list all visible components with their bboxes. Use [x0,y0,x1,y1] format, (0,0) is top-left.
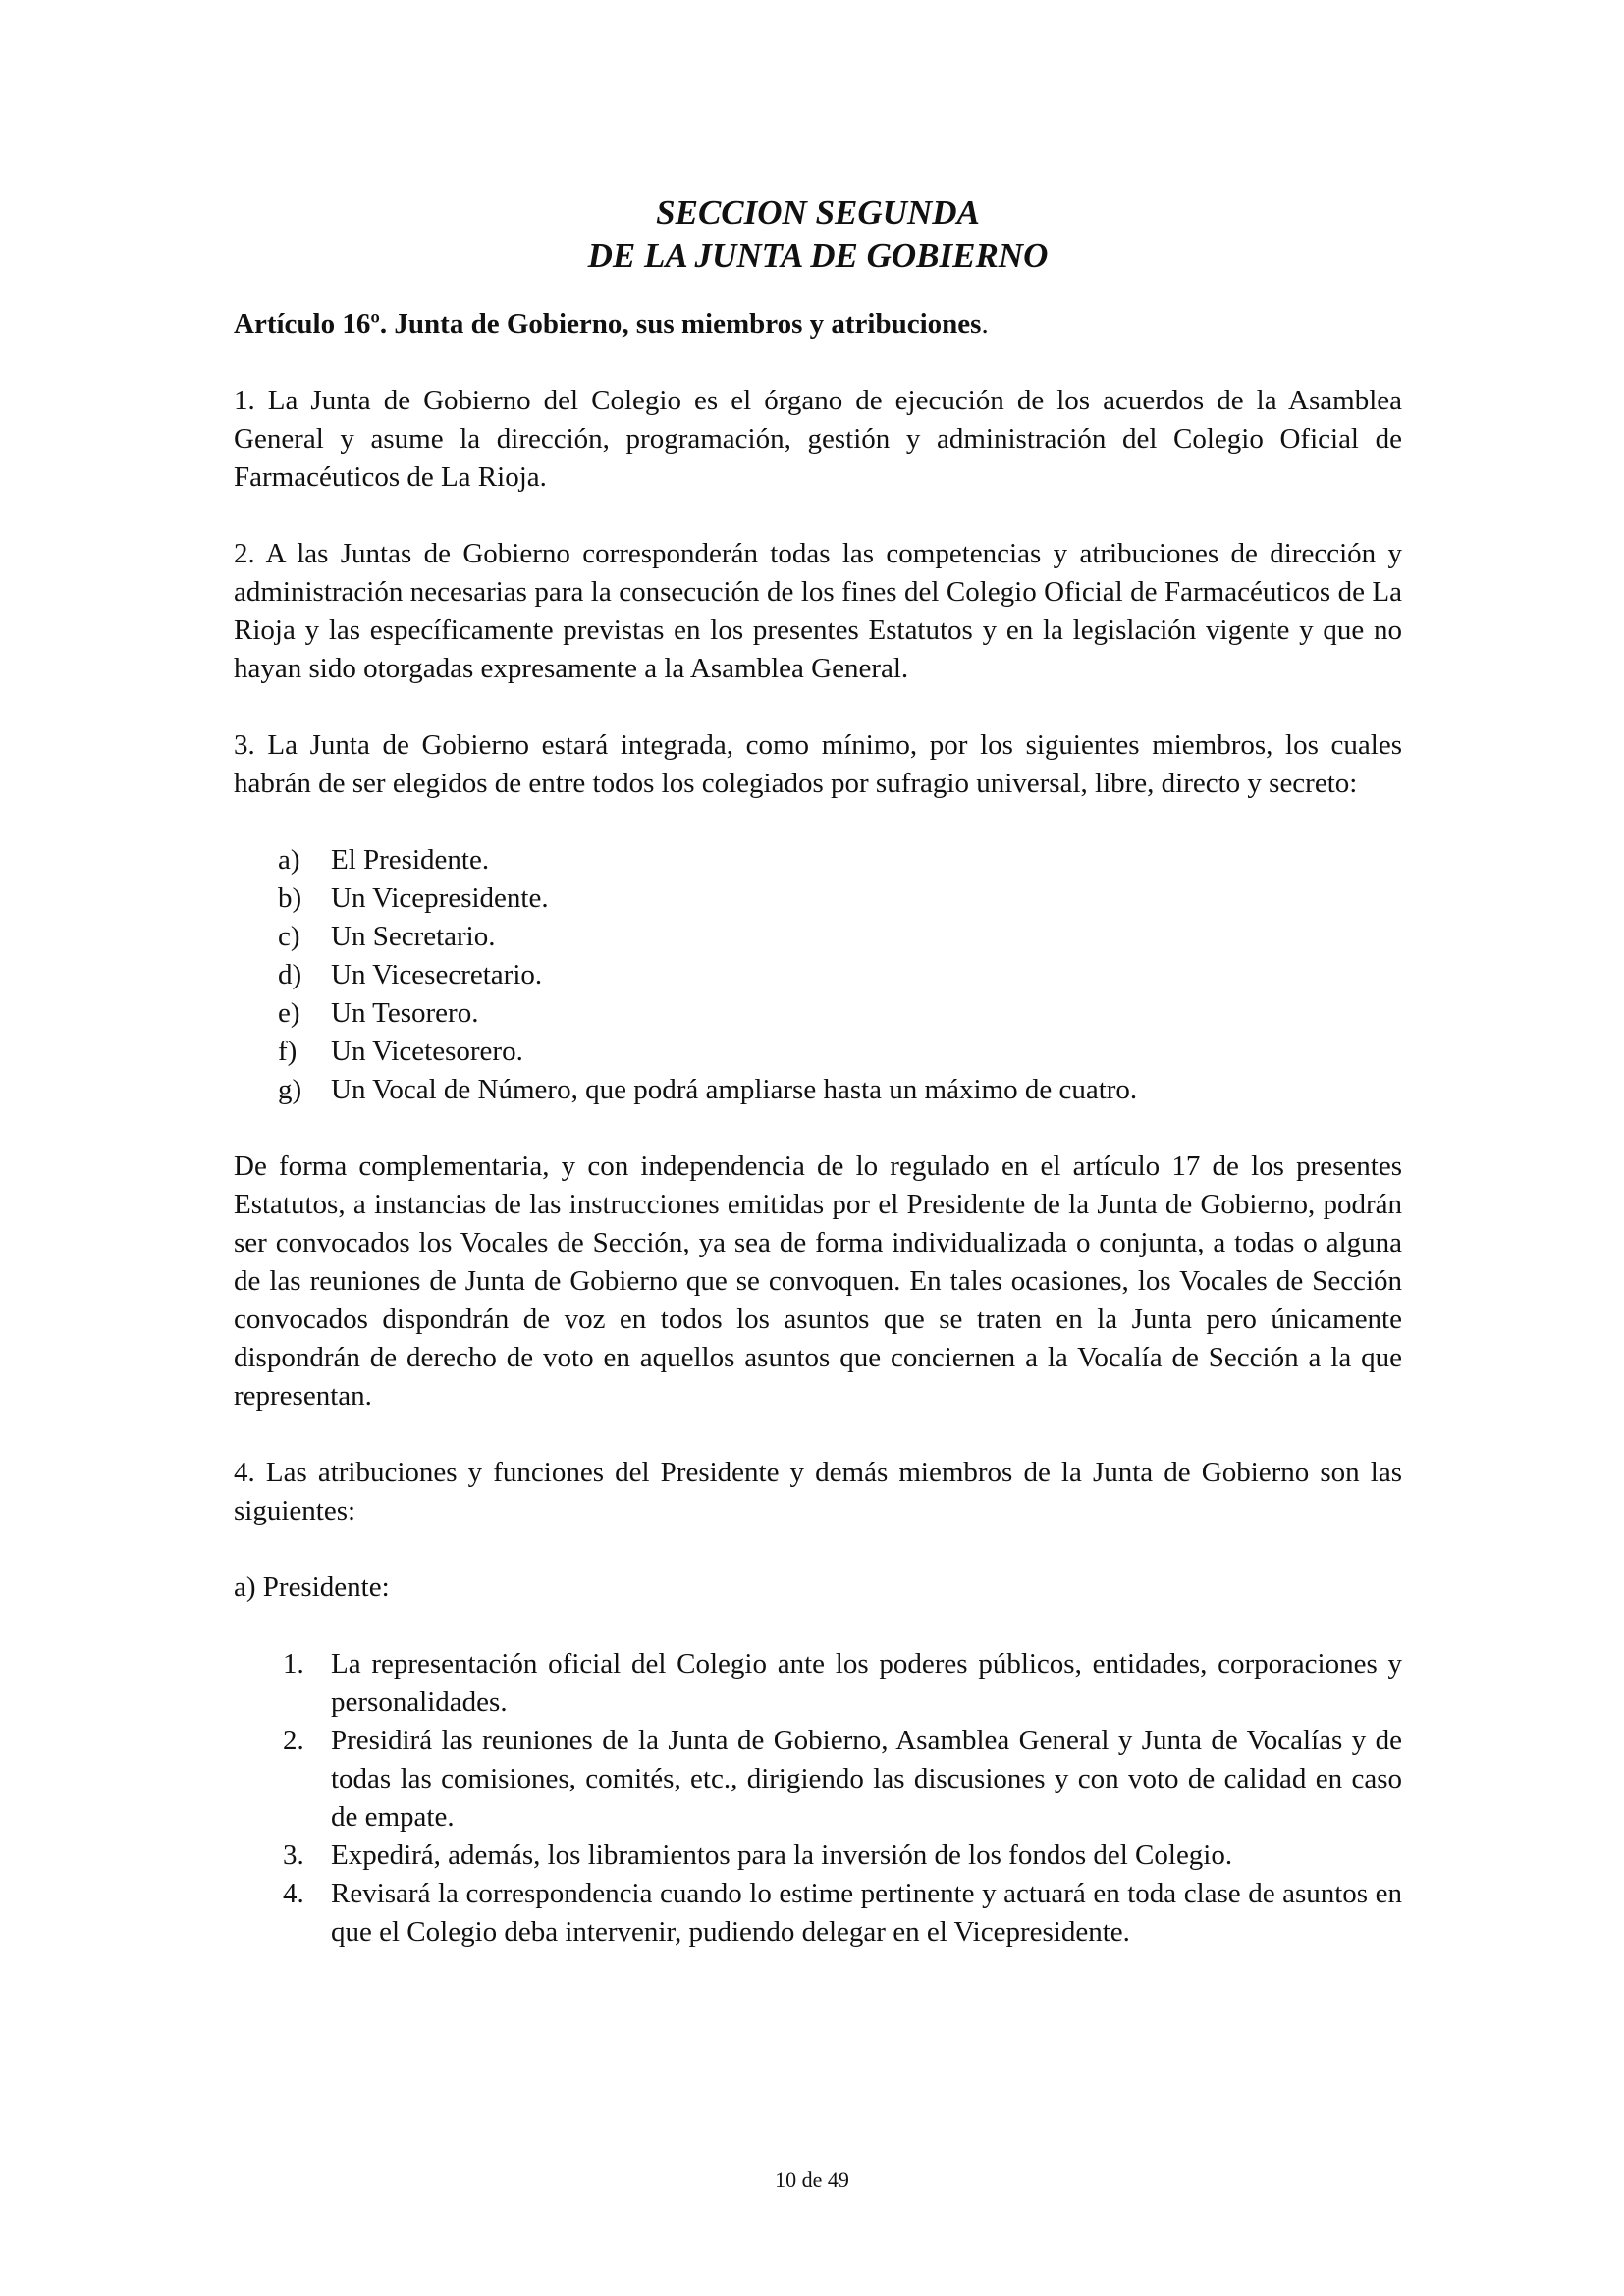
list-item-text: Presidirá las reuniones de la Junta de Gobierno, Asamblea General y Junta de Vocalías y de todas las comisiones, comités, etc., dirigiendo las discusiones y con voto de calidad en caso de empate. [331,1725,1402,1833]
list-item [234,1645,1402,1722]
president-heading: a) Presidente: [234,1572,390,1603]
list-marker: 1. [283,1648,304,1680]
list-item-text: El Presidente. [331,844,490,876]
list-marker: 4. [283,1878,304,1909]
list-item [234,841,1402,880]
list-item-text: Un Vicepresidente. [331,882,549,914]
paragraph-3: 3. La Junta de Gobierno estará integrada, como mínimo, por los siguientes miembros, los cuales habrán de ser elegidos de entre todos los colegiados por sufragio universal, libre, directo y secreto: [234,729,1402,799]
list-marker: d) [278,959,302,990]
list-item [234,1071,1402,1109]
list-item-text: Un Vocal de Número, que podrá ampliarse hasta un máximo de cuatro. [331,1074,1138,1105]
paragraph-2: 2. A las Juntas de Gobierno corresponderán todas las competencias y atribuciones de dirección y administración necesarias para la consecución de los fines del Colegio Oficial de Farmacéuticos de La Rioja y las específicamente previstas en los presentes Estatutos y en la legislación vigente y que no hayan sido otorgadas expresamente a la Asamblea General. [234,538,1402,684]
list-marker: c) [278,921,300,952]
list-item [234,1722,1402,1837]
members-list [234,841,1402,1109]
article-heading-text: Artículo 16º. Junta de Gobierno, sus miembros y atribuciones [234,308,982,340]
list-item [234,1033,1402,1071]
list-item-text: Un Secretario. [331,921,496,952]
list-item-text: Un Tesorero. [331,997,479,1029]
list-marker: 2. [283,1725,304,1756]
paragraph-4: 4. Las atribuciones y funciones del Presidente y demás miembros de la Junta de Gobierno son las siguientes: [234,1457,1402,1526]
list-item-text: Expedirá, además, los libramientos para la inversión de los fondos del Colegio. [331,1840,1233,1871]
paragraph-1: 1. La Junta de Gobierno del Colegio es el órgano de ejecución de los acuerdos de la Asamblea General y asume la dirección, programación, gestión y administración del Colegio Oficial de Farmacéuticos de La Rioja. [234,385,1402,493]
article-heading-tail: . [981,308,989,340]
list-item [234,1837,1402,1875]
article-heading [234,305,1402,344]
list-item [234,1875,1402,1951]
list-item-text: Un Vicetesorero. [331,1036,523,1067]
list-marker: 3. [283,1840,304,1871]
list-item-text: La representación oficial del Colegio ante los poderes públicos, entidades, corporaciones y personalidades. [331,1648,1402,1718]
list-marker: b) [278,882,302,914]
page-number: 10 de 49 [775,2167,849,2192]
list-marker: f) [278,1036,298,1067]
list-marker: g) [278,1074,302,1105]
list-item [234,956,1402,994]
document-page [234,191,1402,1951]
section-title [234,191,1402,278]
list-item-text: Un Vicesecretario. [331,959,543,990]
paragraph-complementary: De forma complementaria, y con independencia de lo regulado en el artículo 17 de los presentes Estatutos, a instancias de las instrucciones emitidas por el Presidente de la Junta de Gobierno, podrán ser convocados los Vocales de Sección, ya sea de forma individualizada o conjunta, a todas o alguna de las reuniones de Junta de Gobierno que se convoquen. En tales ocasiones, los Vocales de Sección convocados dispondrán de voz en todos los asuntos que se traten en la Junta pero únicamente dispondrán de derecho de voto en aquellos asuntos que conciernen a la Vocalía de Sección a la que representan. [234,1150,1402,1412]
list-item [234,918,1402,956]
list-item [234,880,1402,918]
section-title-line2: DE LA JUNTA DE GOBIERNO [587,237,1049,275]
list-item-text: Revisará la correspondencia cuando lo estime pertinente y actuará en toda clase de asuntos en que el Colegio deba intervenir, pudiendo delegar en el Vicepresidente. [331,1878,1402,1948]
list-item [234,994,1402,1033]
list-marker: a) [278,844,300,876]
list-marker: e) [278,997,300,1029]
president-duties-list [234,1645,1402,1951]
section-title-line1: SECCION SEGUNDA [656,193,980,232]
